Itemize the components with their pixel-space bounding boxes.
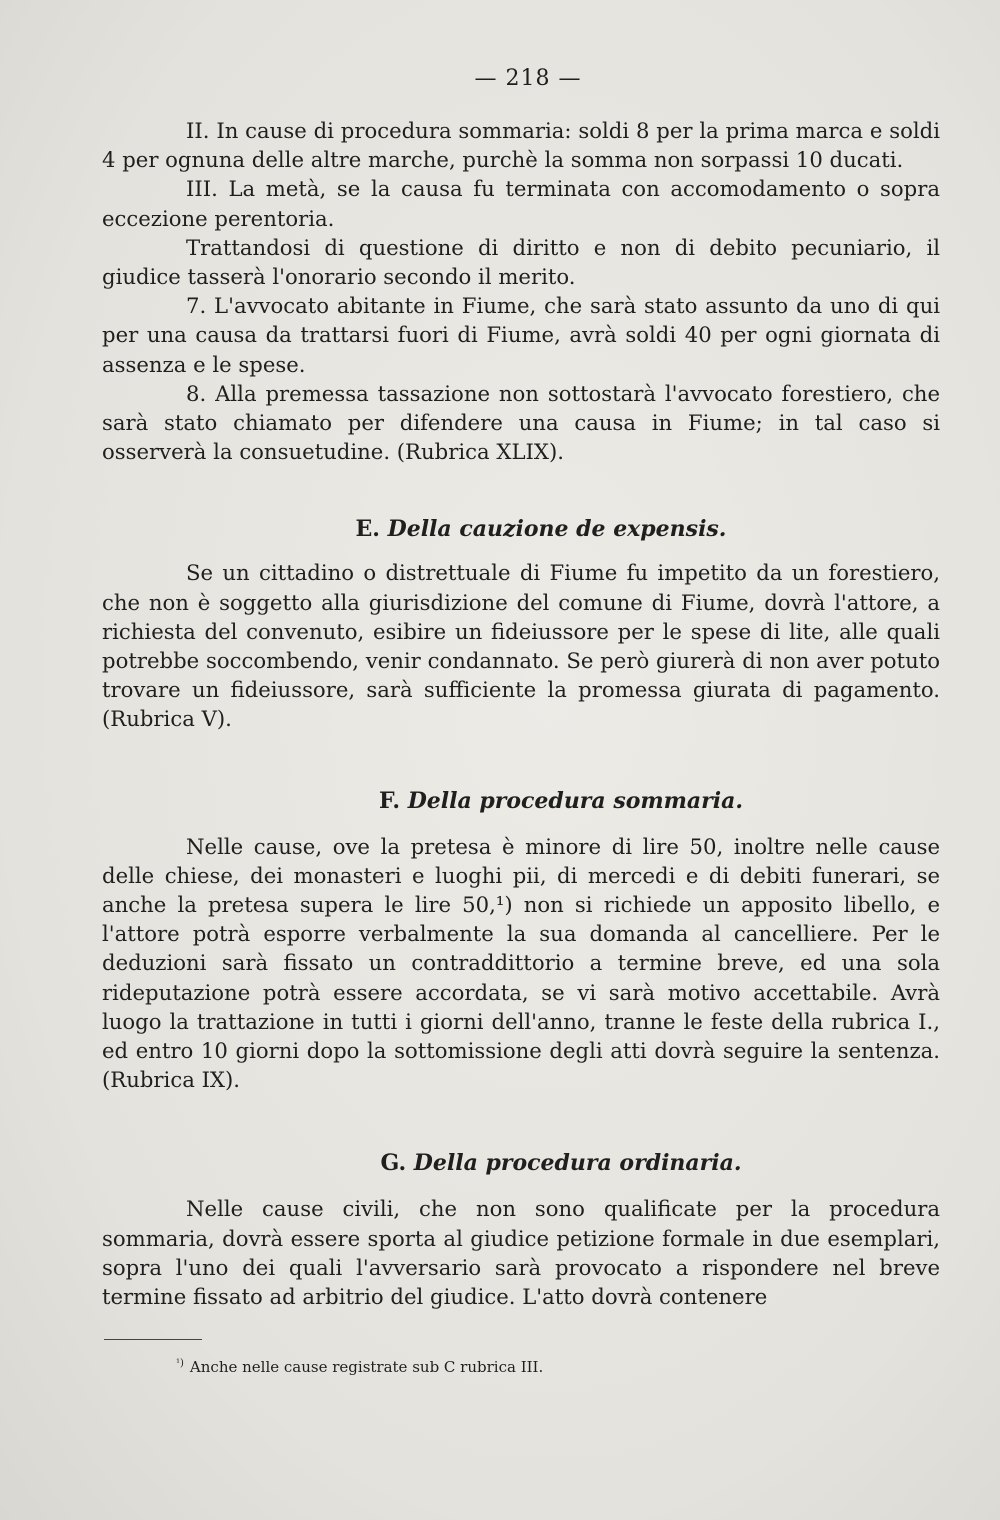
paragraph-tariff-ii: II. In cause di procedura sommaria: soldi 8 per la prima marca e soldi 4 per ognuna delle altre marche, purchè la somma non sorpassi 10 ducati. [102,118,940,173]
paragraph-tariff-iii: III. La metà, se la causa fu terminata con accomodamento o sopra eccezione perentoria. [102,176,940,231]
paragraph-art-8: 8. Alla premessa tassazione non sottostarà l'avvocato forestiero, che sarà stato chiamato per difendere una causa in Fiume; in tal caso si osserverà la consuetudine. (Rubrica XLIX). [102,380,940,465]
page-number: — 218 — [474,66,582,91]
section-heading-e [102,514,940,544]
footnote-divider [104,1339,202,1340]
section-text-f: Nelle cause, ove la pretesa è minore di lire 50, inoltre nelle cause delle chiese, dei monasteri e luoghi pii, di mercedi e di debiti funerari, se anche la pretesa supera le lire 50,¹) non si richiede un apposito libello, e l'attore potrà esporre verbalmente la sua domanda al cancelliere. Per le deduzioni sarà fissato un contraddittorio a termine breve, ed una sola rideputazione potrà essere accordata, se vi sarà motivo accettabile. Avrà luogo la trattazione in tutti i giorni dell'anno, tranne le feste della rubrica I., ed entro 10 giorni dopo la sottomissione degli atti dovrà seguire la sentenza. (Rubrica IX). [102,833,940,1093]
section-letter-e: E. [355,516,380,543]
section-title-f: Della procedura sommaria. [407,787,744,814]
footnote [176,1354,543,1377]
section-letter-g: G. [380,1150,407,1177]
section-letter-f: F. [378,787,401,814]
footnote-text: Anche nelle cause registrate sub C rubrica III. [189,1358,544,1376]
page-body [102,116,940,1311]
section-text-e: Se un cittadino o distrettuale di Fiume fu impetito da un forestiero, che non è soggetto alla giurisdizione del comune di Fiume, dovrà l'attore, a richiesta del convenuto, esibire un fideiussore per le spese di lite, alle quali potrebbe soccombendo, venir condannato. Se però giurerà di non aver potuto trovare un fideiussore, sarà sufficiente la promessa giurata di pagamento. (Rubrica V). [102,560,940,732]
paragraph-questione-diritto: Trattandosi di questione di diritto e non di debito pecuniario, il giudice tasserà l'onorario secondo il merito. [102,234,940,290]
section-heading-f [102,786,940,816]
section-title-g: Della procedura ordinaria. [413,1150,742,1177]
footnote-marker: ¹) [176,1358,184,1369]
section-text-g: Nelle cause civili, che non sono qualificate per la procedura sommaria, dovrà essere sporta al giudice petizione formale in due esemplari, sopra l'uno dei quali l'avversario sarà provocato a rispondere nel breve termine fissato ad arbitrio del giudice. L'atto dovrà contenere [102,1196,940,1310]
paragraph-art-7: 7. L'avvocato abitante in Fiume, che sarà stato assunto da uno di qui per una causa da trattarsi fuori di Fiume, avrà soldi 40 per ogni giornata di assenza e le spese. [102,293,940,377]
section-title-e: Della cauzione de expensis. [387,516,727,543]
section-heading-g [102,1148,940,1178]
